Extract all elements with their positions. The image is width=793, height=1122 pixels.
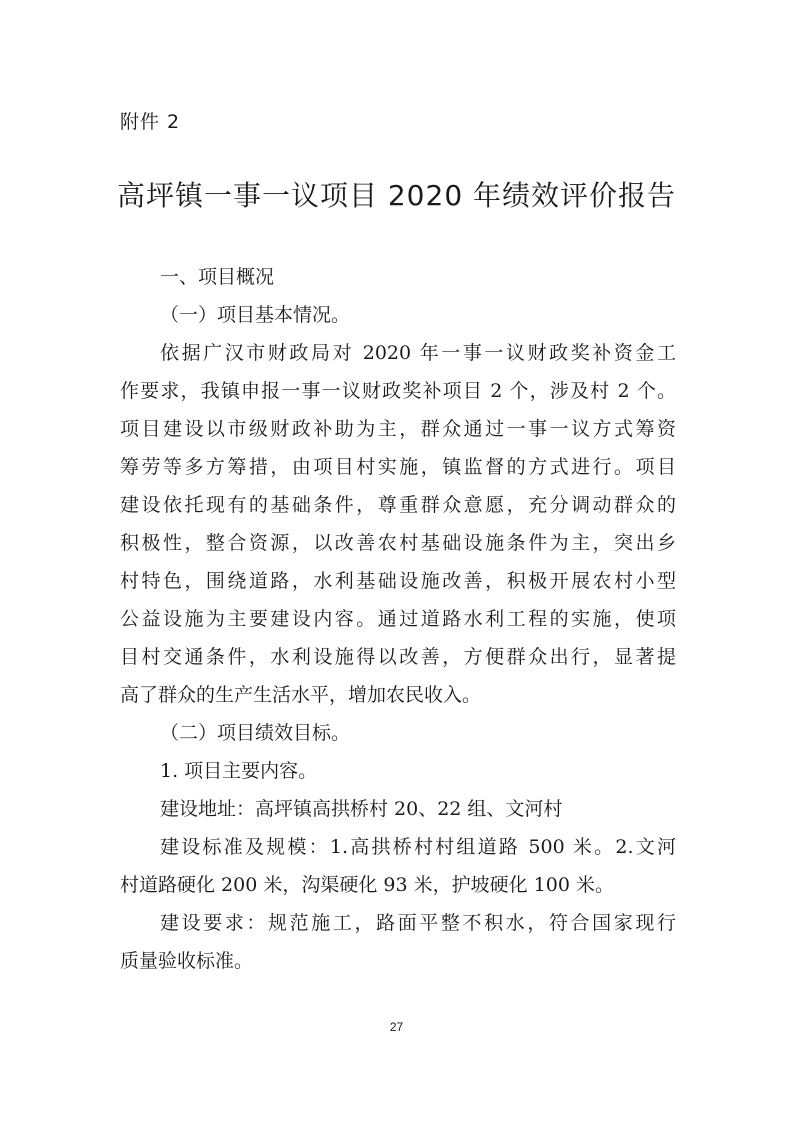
construction-scale-line: 建设标准及规模：1.高拱桥村村组道路 500 米。2.文河 xyxy=(160,836,676,858)
paragraph-line: 目村交通条件，水利设施得以改善，方便群众出行，显著提 xyxy=(120,646,676,668)
paragraph-line: 项目建设以市级财政补助为主，群众通过一事一议方式筹资 xyxy=(120,418,676,440)
construction-location-line: 建设地址：高坪镇高拱桥村 20、22 组、文河村 xyxy=(160,798,563,820)
paragraph-line: 作要求，我镇申报一事一议财政奖补项目 2 个，涉及村 2 个。 xyxy=(120,380,676,402)
page-number: 27 xyxy=(389,1020,404,1034)
subsection-heading-performance-goals: （二）项目绩效目标。 xyxy=(160,722,351,744)
attachment-label: 附件 2 xyxy=(120,111,181,133)
paragraph-line: 高了群众的生产生活水平，增加农民收入。 xyxy=(120,684,482,706)
section-heading-overview: 一、项目概况 xyxy=(160,266,275,288)
paragraph-line: 依据广汉市财政局对 2020 年一事一议财政奖补资金工 xyxy=(160,342,676,364)
item-heading-main-content: 1. 项目主要内容。 xyxy=(160,760,318,782)
construction-requirement-line: 质量验收标准。 xyxy=(120,950,254,972)
document-body xyxy=(120,262,676,1022)
paragraph-line: 积极性，整合资源，以改善农村基础设施条件为主，突出乡 xyxy=(120,532,676,554)
paragraph-line: 村特色，围绕道路，水利基础设施改善，积极开展农村小型 xyxy=(120,570,676,592)
page-title: 高坪镇一事一议项目 2020 年绩效评价报告 xyxy=(116,179,677,212)
paragraph-line: 建设依托现有的基础条件，尊重群众意愿，充分调动群众的 xyxy=(120,494,676,516)
paragraph-line: 筹劳等多方筹措，由项目村实施，镇监督的方式进行。项目 xyxy=(120,456,676,478)
construction-requirement-line: 建设要求：规范施工，路面平整不积水，符合国家现行 xyxy=(160,912,676,934)
subsection-heading-basic-info: （一）项目基本情况。 xyxy=(160,304,351,326)
paragraph-line: 公益设施为主要建设内容。通过道路水利工程的实施，使项 xyxy=(120,608,676,630)
construction-scale-line: 村道路硬化 200 米，沟渠硬化 93 米，护坡硬化 100 米。 xyxy=(120,874,614,896)
